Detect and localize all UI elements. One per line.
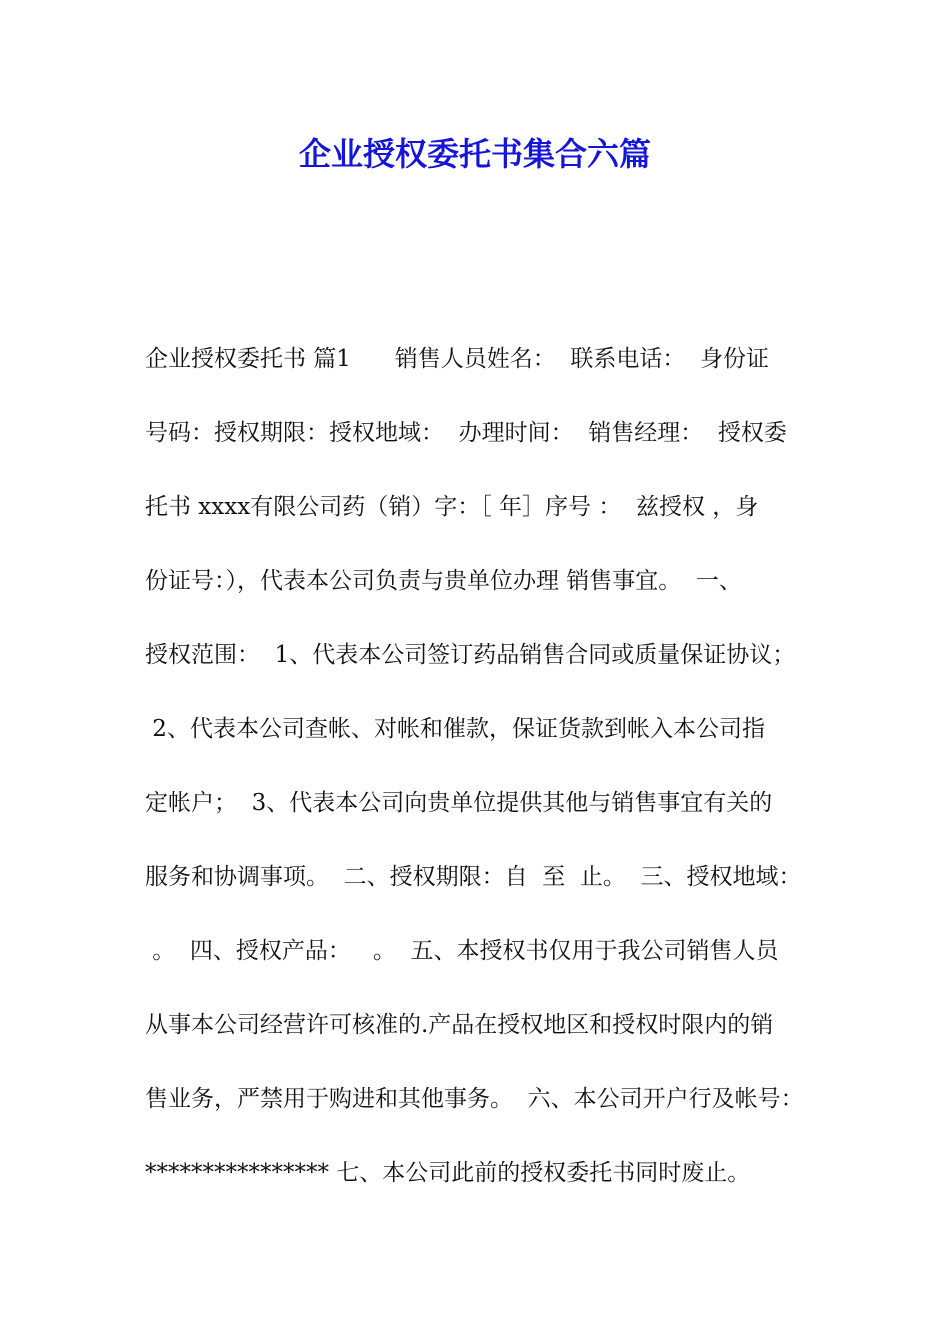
text-line: 服务和协调事项。 二、授权期限：自 至 止。 三、授权地域： bbox=[145, 864, 802, 890]
text-line: 。 四、授权产品： 。 五、本授权书仅用于我公司销售人员 bbox=[145, 938, 779, 964]
text-line: 定帐户； 3、代表本公司向贵单位提供其他与销售事宜有关的 bbox=[145, 790, 773, 816]
text-line: 售业务，严禁用于购进和其他事务。 六、本公司开户行及帐号： bbox=[145, 1086, 804, 1112]
text-line: 号码：授权期限：授权地域： 办理时间： 销售经理： 授权委 bbox=[145, 420, 787, 446]
text-line: 份证号：），代表本公司负责与贵单位办理 销售事宜。 一、 bbox=[145, 568, 742, 594]
text-line: 授权范围： 1、代表本公司签订药品销售合同或质量保证协议； bbox=[145, 642, 796, 668]
text-line: 2、代表本公司查帐、对帐和催款，保证货款到帐入本公司指 bbox=[145, 716, 765, 742]
text-line: 从事本公司经营许可核准的.产品在授权地区和授权时限内的销 bbox=[145, 1012, 774, 1038]
document-title: 企业授权委托书集合六篇 bbox=[298, 135, 651, 173]
text-line: 企业授权委托书 篇1 销售人员姓名： 联系电话： 身份证 bbox=[145, 346, 770, 372]
document-body bbox=[145, 335, 825, 1223]
text-line: 托书 xxxx有限公司药（销）字：［ 年］序号 ： 兹授权 ，身 bbox=[145, 494, 759, 520]
text-line: **************** 七、本公司此前的授权委托书同时废止。 bbox=[145, 1160, 751, 1186]
